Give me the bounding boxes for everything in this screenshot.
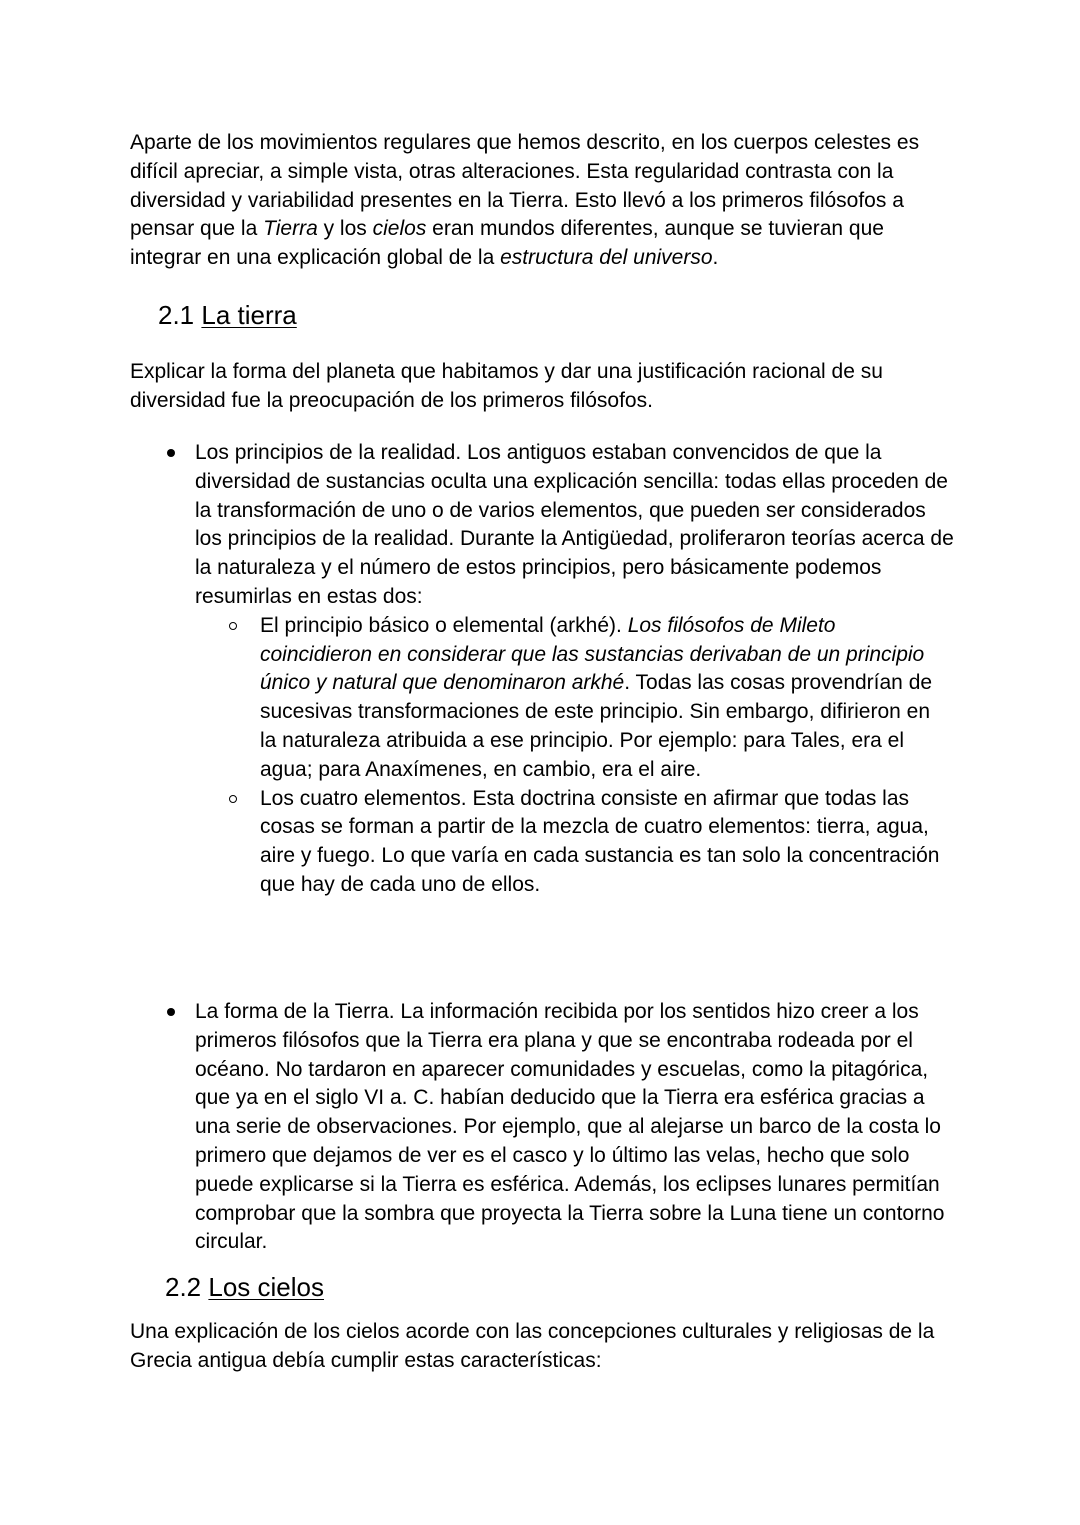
bullet-list: [130, 998, 960, 1257]
sub-list-item-text: Los cuatro elementos. Esta doctrina consiste en afirmar que todas las cosas se forman a partir de la mezcla de cuatro elementos: tierra, agua, aire y fuego. Lo que varía en cada sustancia es tan solo la concentración que hay de cada uno de ellos.: [260, 786, 940, 896]
list-item-forma-tierra: [130, 998, 955, 1257]
bullet-icon: [167, 1008, 175, 1016]
intro-italic-tierra: Tierra: [263, 217, 318, 241]
intro-italic-estructura: estructura del universo: [500, 246, 713, 270]
bullet-list: [130, 439, 960, 900]
intro-text-2: y los: [317, 217, 373, 241]
heading-la-tierra: [158, 299, 297, 331]
list-item-principios: [130, 439, 955, 900]
intro-text-3: eran mundos diferentes, aunque se tuvieran que integrar en una explicación global de la: [130, 217, 884, 270]
heading-number: 2.1: [158, 300, 195, 330]
circle-bullet-icon: [229, 622, 237, 630]
heading-link-la-tierra[interactable]: La tierra: [201, 300, 297, 330]
heading-link-los-cielos[interactable]: Los cielos: [208, 1272, 325, 1302]
arkhe-text-2: . Todas las cosas provendrían de sucesivas transformaciones de este principio. Sin embargo, difirieron en la naturaleza atribuida a ese principio. Por ejemplo: para Tales, era el agua; para Anaxímenes, en cambio, era el aire.: [260, 671, 933, 781]
intro-paragraph: [130, 129, 960, 273]
sub-list-item-text: [260, 612, 940, 785]
intro-text-1: Aparte de los movimientos regulares que hemos descrito, en los cuerpos celestes es difícil apreciar, a simple vista, otras alteraciones. Esta regularidad contrasta con la diversidad y variabilidad presentes en la Tierra. Esto llevó a los primeros filósofos a pensar que la: [130, 131, 920, 241]
sub-list: [195, 612, 955, 900]
heading-number: 2.2: [165, 1272, 202, 1302]
arkhe-text-1: El principio básico o elemental (arkhé).: [260, 613, 628, 637]
bullet-icon: [167, 449, 175, 457]
circle-bullet-icon: [229, 795, 237, 803]
sub-list-item-arkhe: [195, 612, 940, 785]
tierra-paragraph: Explicar la forma del planeta que habitamos y dar una justificación racional de su diversidad fue la preocupación de los primeros filósofos.: [130, 360, 883, 412]
intro-italic-cielos: cielos: [372, 217, 427, 241]
heading-los-cielos: [165, 1271, 324, 1303]
arkhe-italic: Los filósofos de Mileto coincidieron en considerar que las sustancias derivaban de un principio único y natural que denominaron arkhé: [260, 613, 925, 695]
list-item-text: La forma de la Tierra. La información recibida por los sentidos hizo creer a los primeros filósofos que la Tierra era plana y que se encontraba rodeada por el océano. No tardaron en aparecer comunidades y escuelas, como la pitagórica, que ya en el siglo VI a. C. habían deducido que la Tierra era esférica gracias a una serie de observaciones. Por ejemplo, que al alejarse un barco de la costa lo primero que dejamos de ver es el casco y lo último las velas, hecho que solo puede explicarse si la Tierra es esférica. Además, los eclipses lunares permitían comprobar que la sombra que proyecta la Tierra sobre la Luna tiene un contorno circular.: [195, 1000, 945, 1254]
list-item-text: Los principios de la realidad. Los antiguos estaban convencidos de que la diversidad de sustancias oculta una explicación sencilla: todas ellas proceden de la transformación de uno o de varios elementos, que pueden ser considerados los principios de la realidad. Durante la Antigüedad, proliferaron teorías acerca de la naturaleza y el número de estos principios, pero básicamente podemos resumirlas en estas dos:: [195, 441, 954, 608]
cielos-paragraph: Una explicación de los cielos acorde con las concepciones culturales y religiosas de la Grecia antigua debía cumplir estas características:: [130, 1320, 935, 1372]
intro-text-4: .: [712, 246, 719, 270]
sub-list-item-cuatro-elementos: [195, 785, 940, 900]
